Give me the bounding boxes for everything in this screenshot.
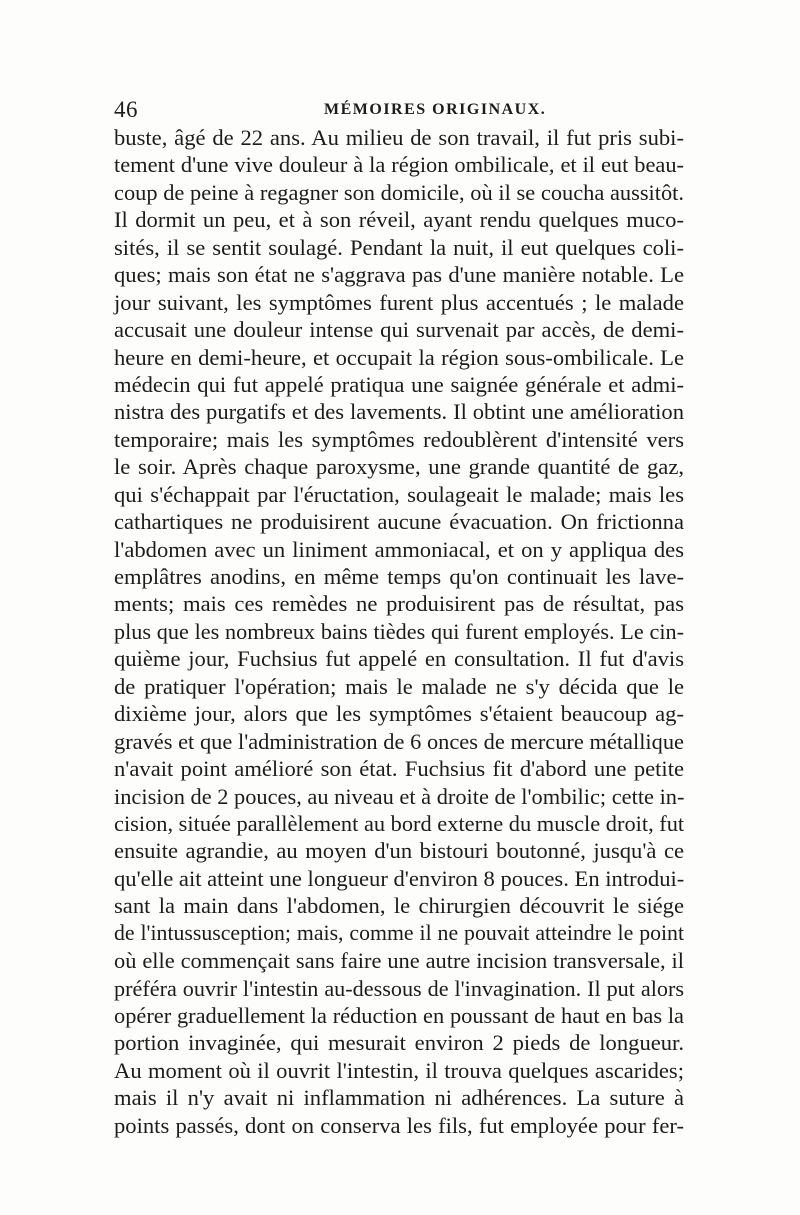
text-line: gravés et que l'administration de 6 onces de mercure métallique xyxy=(114,728,684,754)
text-line: plus que les nombreux bains tièdes qui furent employés. Le cin- xyxy=(114,618,684,644)
text-line: mais il n'y avait ni inflammation ni adhérences. La suture à xyxy=(114,1085,684,1111)
text-line: temporaire; mais les symptômes redoublèrent d'intensité vers xyxy=(114,426,684,452)
text-line: médecin qui fut appelé pratiqua une saignée générale et admi- xyxy=(114,371,684,397)
text-line: ments; mais ces remèdes ne produisirent pas de résultat, pas xyxy=(114,591,684,617)
text-line: opérer graduellement la réduction en poussant de haut en bas la xyxy=(114,1003,684,1028)
text-line: dixième jour, alors que les symptômes s'étaient beaucoup ag- xyxy=(114,701,684,727)
text-line: emplâtres anodins, en même temps qu'on continuait les lave- xyxy=(114,564,684,589)
page-number: 46 xyxy=(114,97,138,122)
text-line: incision de 2 pouces, au niveau et à droite de l'ombilic; cette in- xyxy=(114,783,685,809)
text-line: où elle commençait sans faire une autre incision transversale, il xyxy=(114,948,684,974)
text-line: nistra des purgatifs et des lavements. Il obtint une amélioration xyxy=(114,399,684,425)
text-line: portion invaginée, qui mesurait environ 2 pieds de longueur. xyxy=(114,1030,684,1056)
text-line: jour suivant, les symptômes furent plus accentués ; le malade xyxy=(114,289,684,315)
text-line: cathartiques ne produisirent aucune évacuation. On frictionna xyxy=(114,509,684,535)
text-line: Au moment où il ouvrit l'intestin, il trouva quelques ascarides; xyxy=(114,1057,684,1083)
text-line: de pratiquer l'opération; mais le malade ne s'y décida que le xyxy=(114,673,684,699)
text-line: de l'intussusception; mais, comme il ne pouvait atteindre le point xyxy=(114,920,684,945)
text-line: accusait une douleur intense qui survenait par accès, de demi- xyxy=(114,317,684,343)
text-line: n'avait point amélioré son état. Fuchsius fit d'abord une petite xyxy=(114,756,684,782)
text-line: sant la main dans l'abdomen, le chirurgien découvrit le siége xyxy=(114,893,684,919)
running-title: MÉMOIRES ORIGINAUX. xyxy=(324,101,547,118)
text-line: préféra ouvrir l'intestin au-dessous de l'invagination. Il put alors xyxy=(114,975,684,1001)
text-line: sités, il se sentit soulagé. Pendant la nuit, il eut quelques coli- xyxy=(114,234,684,260)
text-line: ensuite agrandie, au moyen d'un bistouri boutonné, jusqu'à ce xyxy=(114,838,684,864)
text-line: qu'elle ait atteint une longueur d'environ 8 pouces. En introdui- xyxy=(114,865,685,891)
body-text xyxy=(114,124,684,1139)
text-line: tement d'une vive douleur à la région ombilicale, et il eut beau- xyxy=(114,152,684,178)
running-head xyxy=(114,96,684,124)
text-line: heure en demi-heure, et occupait la région sous-ombilicale. Le xyxy=(114,344,684,370)
text-line: l'abdomen avec un liniment ammoniacal, et on y appliqua des xyxy=(114,536,684,562)
text-line: buste, âgé de 22 ans. Au milieu de son travail, il fut pris subi- xyxy=(114,125,684,150)
text-line: coup de peine à regagner son domicile, où il se coucha aussitôt. xyxy=(114,179,684,205)
text-line: cision, située parallèlement au bord externe du muscle droit, fut xyxy=(114,810,685,836)
text-line: quième jour, Fuchsius fut appelé en consultation. Il fut d'avis xyxy=(114,646,684,672)
text-line: le soir. Après chaque paroxysme, une grande quantité de gaz, xyxy=(114,454,684,480)
text-line: Il dormit un peu, et à son réveil, ayant rendu quelques muco- xyxy=(114,207,684,233)
text-line: qui s'échappait par l'éructation, soulageait le malade; mais les xyxy=(114,481,684,507)
text-line: ques; mais son état ne s'aggrava pas d'une manière notable. Le xyxy=(114,262,684,288)
text-line: points passés, dont on conserva les fils, fut employée pour fer- xyxy=(114,1112,684,1138)
